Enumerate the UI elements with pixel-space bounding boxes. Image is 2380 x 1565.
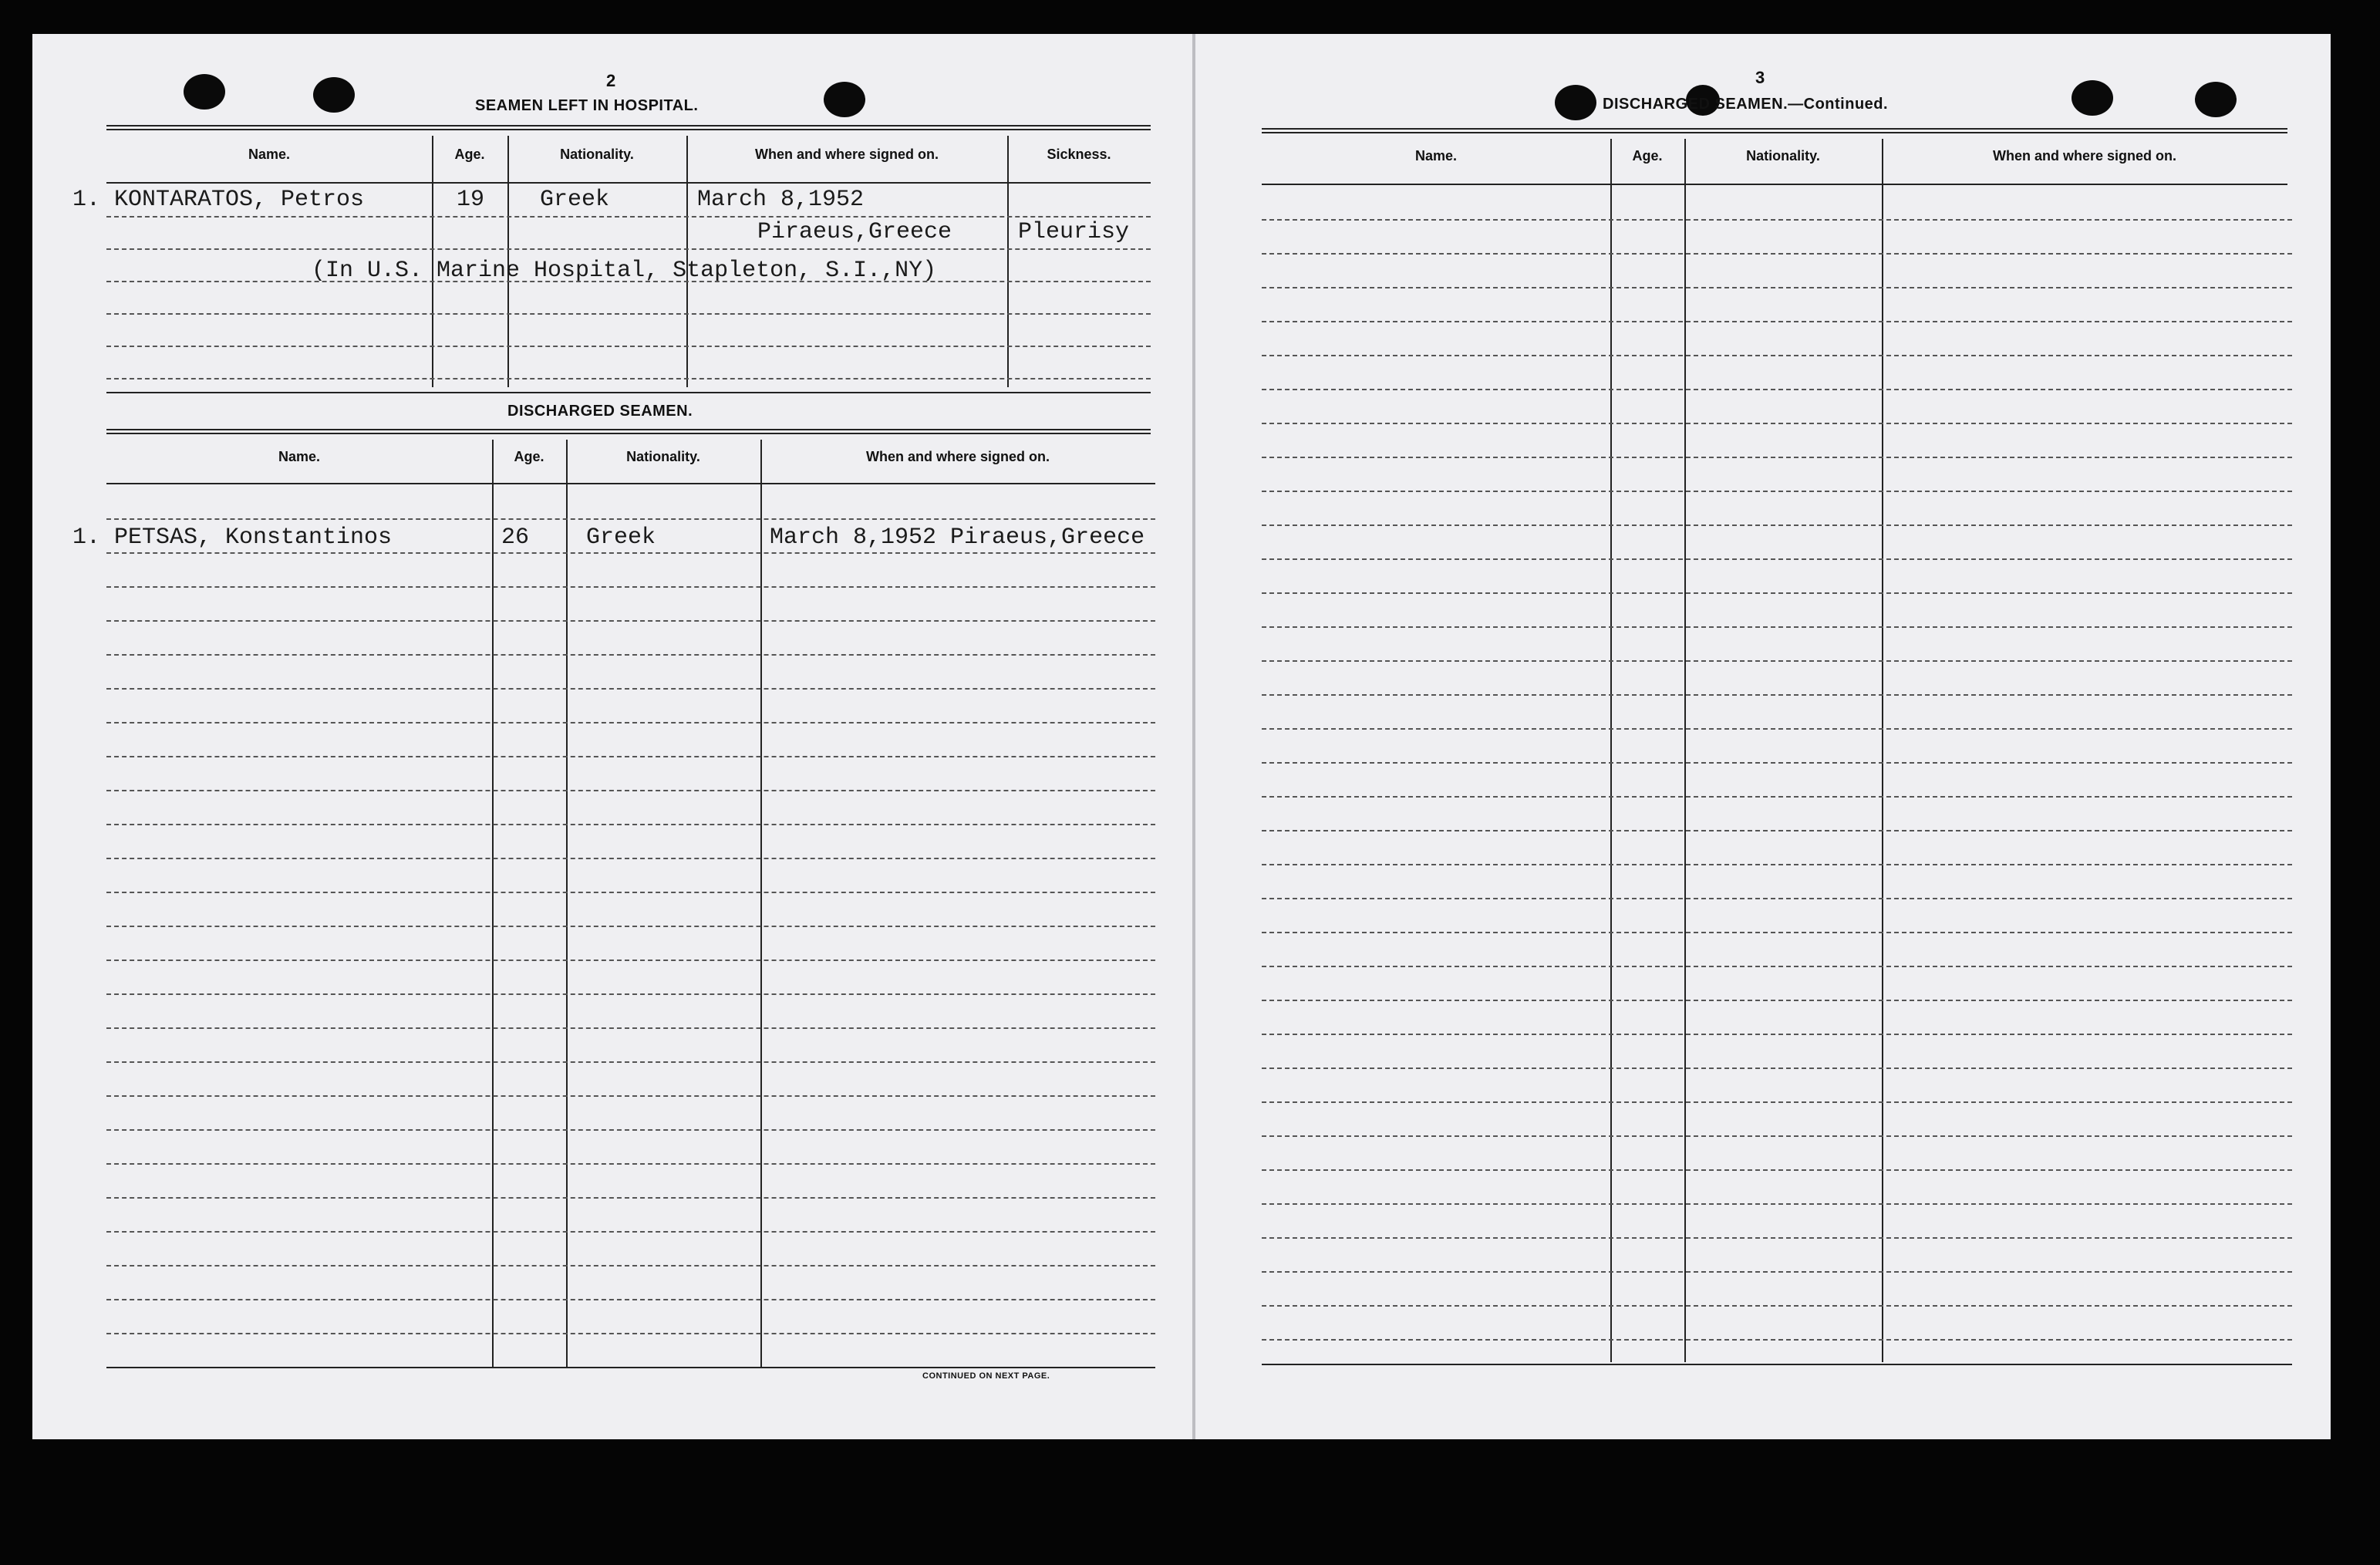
- continued-col-name: Name.: [1414, 148, 1458, 164]
- discharged-col-name: Name.: [278, 449, 321, 464]
- hospital-entry-note: (In U.S. Marine Hospital, Stapleton, S.I.,NY): [312, 258, 937, 284]
- table-rule: [1262, 1364, 2292, 1365]
- hospital-section-title: SEAMEN LEFT IN HOSPITAL.: [475, 97, 699, 114]
- continued-col-age: Age.: [1632, 148, 1663, 164]
- continued-col-nationality: Nationality.: [1746, 148, 1820, 164]
- discharged-entry-nationality: Greek: [586, 524, 656, 551]
- discharged-entry-number: 1.: [72, 524, 101, 551]
- page-number: 2: [606, 71, 616, 90]
- discharged-section-title: DISCHARGED SEAMEN.: [507, 403, 693, 420]
- hospital-col-sickness: Sickness.: [1047, 147, 1111, 162]
- discharged-col-signed-on: When and where signed on.: [865, 449, 1050, 464]
- binder-hole: [2195, 82, 2237, 117]
- table-rule: [1262, 128, 2287, 130]
- discharged-col-nationality: Nationality.: [626, 449, 700, 464]
- binder-hole: [2072, 80, 2113, 116]
- hospital-ruled-lines: [106, 184, 1151, 387]
- binder-hole: [313, 77, 355, 113]
- table-rule: [106, 429, 1151, 430]
- hospital-entry-name: KONTARATOS, Petros: [114, 187, 365, 213]
- continued-col-signed-on: When and where signed on.: [1992, 148, 2177, 164]
- discharged-ruled-lines: [106, 484, 1155, 1364]
- table-rule: [106, 392, 1151, 393]
- hospital-entry-age: 19: [457, 187, 485, 213]
- discharged-entry-age: 26: [501, 524, 530, 551]
- continued-note: CONTINUED ON NEXT PAGE.: [922, 1371, 1050, 1381]
- continued-ruled-lines: [1262, 185, 2292, 1359]
- hospital-entry-nationality: Greek: [540, 187, 610, 213]
- hospital-col-name: Name.: [248, 147, 291, 162]
- hospital-entry-signed-place: Piraeus,Greece: [757, 219, 952, 245]
- hospital-col-signed-on: When and where signed on.: [754, 147, 939, 162]
- binder-hole: [1555, 85, 1596, 120]
- discharged-col-age: Age.: [514, 449, 544, 464]
- binder-hole: [824, 82, 865, 117]
- discharged-entry-signed-on: March 8,1952 Piraeus,Greece: [770, 524, 1145, 551]
- hospital-entry-signed-date: March 8,1952: [697, 187, 865, 213]
- hospital-entry-number: 1.: [72, 187, 101, 213]
- right-page: [1195, 34, 2331, 1439]
- hospital-col-age: Age.: [454, 147, 485, 162]
- left-page: [32, 34, 1205, 1439]
- hospital-col-nationality: Nationality.: [560, 147, 634, 162]
- discharged-entry-name: PETSAS, Konstantinos: [114, 524, 393, 551]
- page-number: 3: [1755, 68, 1765, 87]
- table-rule: [106, 125, 1151, 126]
- continued-section-title: DISCHARGED SEAMEN.—Continued.: [1603, 96, 1889, 113]
- hospital-entry-sickness: Pleurisy: [1018, 219, 1130, 245]
- binder-hole: [184, 74, 225, 110]
- table-rule: [106, 1367, 1155, 1368]
